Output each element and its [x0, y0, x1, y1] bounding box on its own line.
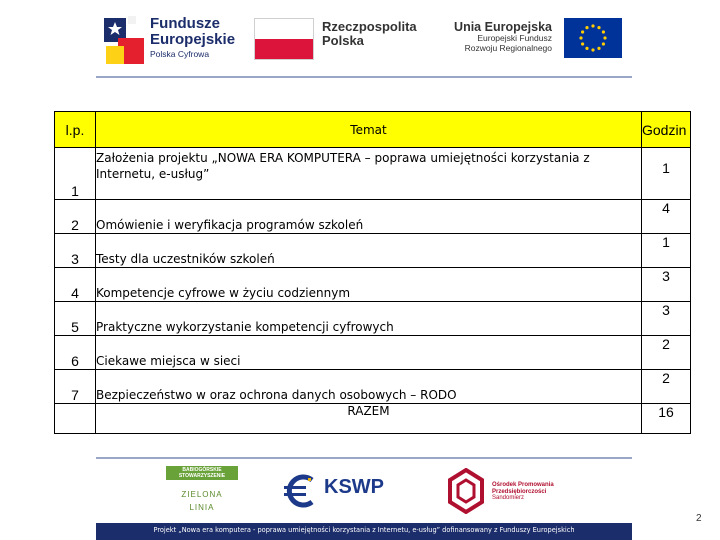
zielona-line3: LINIA	[189, 503, 215, 512]
unia-line3: Rozwoju Regionalnego	[464, 43, 552, 54]
total-label: RAZEM	[96, 404, 642, 434]
opp-line3: Sandomierz	[492, 495, 525, 502]
row-lp: 6	[55, 336, 96, 370]
logo-bar	[96, 10, 632, 72]
unia-line2: Europejski Fundusz	[477, 33, 552, 44]
row-lp: 2	[55, 200, 96, 234]
unia-europejska-logo	[452, 18, 632, 68]
row-lp: 4	[55, 268, 96, 302]
row-topic: Kompetencje cyfrowe w życiu codziennym	[96, 268, 642, 302]
table-row	[55, 200, 691, 234]
table-row	[55, 336, 691, 370]
unia-line1: Unia Europejska	[454, 20, 552, 34]
footer-divider	[96, 457, 632, 459]
fundusze-europejskie-logo	[102, 12, 262, 68]
row-hours: 3	[642, 268, 691, 302]
table-row	[55, 370, 691, 404]
zielona-linia-logo	[166, 466, 238, 518]
header-lp: l.p.	[55, 112, 96, 148]
opp-line2: Przedsiębiorczości	[492, 488, 547, 495]
row-hours: 4	[642, 200, 691, 234]
training-plan-table	[54, 111, 691, 434]
table-total-row	[55, 404, 691, 434]
row-hours: 3	[642, 302, 691, 336]
fundusze-europejskie-emblem-icon	[102, 12, 146, 66]
rzeczpospolita-line1: Rzeczpospolita	[322, 19, 417, 34]
polish-flag-icon	[254, 18, 314, 60]
fundusze-line3: Polska Cyfrowa	[150, 48, 210, 59]
rzeczpospolita-logo	[254, 18, 417, 64]
eu-flag-icon	[564, 18, 622, 58]
opp-line1: Ośrodek Promowania	[492, 482, 554, 488]
rzeczpospolita-line2: Polska	[322, 33, 364, 49]
row-hours: 1	[642, 148, 691, 200]
table-row	[55, 302, 691, 336]
row-topic: Omówienie i weryfikacja programów szkoleń	[96, 200, 642, 234]
header-divider	[96, 76, 632, 78]
row-lp: 3	[55, 234, 96, 268]
header-hours: Godzin	[642, 112, 691, 148]
row-lp: 1	[55, 148, 96, 200]
fundusze-line2: Europejskie	[150, 30, 236, 48]
table-row	[55, 148, 691, 200]
row-topic-line1: Założenia projektu „NOWA ERA KOMPUTERA – poprawa umiejętności korzystania z	[96, 151, 590, 165]
opp-logo	[446, 468, 576, 516]
row-hours: 2	[642, 370, 691, 404]
fundusze-line1: Fundusze	[150, 15, 220, 32]
row-lp: 7	[55, 370, 96, 404]
page-number: 2	[696, 513, 702, 524]
project-funding-bar: Projekt „Nowa era komputera - poprawa umiejętności korzystania z Internetu, e-usług” dofinansowany z Funduszy Europejskich	[96, 523, 632, 540]
header-topic: Temat	[96, 112, 642, 148]
zielona-line1: BABIOGÓRSKIE STOWARZYSZENIE	[178, 467, 226, 479]
table-header-row	[55, 112, 691, 148]
euro-sign-icon	[282, 474, 322, 508]
kswp-text: KSWP	[324, 476, 384, 498]
table-row	[55, 234, 691, 268]
row-lp: 5	[55, 302, 96, 336]
row-topic-line2: Internetu, e-usług”	[96, 167, 210, 181]
zielona-line2: ZIELONA	[181, 490, 223, 499]
row-topic: Praktyczne wykorzystanie kompetencji cyfrowych	[96, 302, 642, 336]
total-empty-cell	[55, 404, 96, 434]
table-row	[55, 268, 691, 302]
row-hours: 1	[642, 234, 691, 268]
row-topic: Bezpieczeństwo w oraz ochrona danych osobowych – RODO	[96, 370, 642, 404]
row-topic: Testy dla uczestników szkoleń	[96, 234, 642, 268]
opp-emblem-icon	[446, 468, 486, 514]
kswp-logo	[282, 470, 402, 510]
total-hours: 16	[642, 404, 691, 434]
row-hours: 2	[642, 336, 691, 370]
row-topic	[96, 148, 642, 200]
row-topic: Ciekawe miejsca w sieci	[96, 336, 642, 370]
